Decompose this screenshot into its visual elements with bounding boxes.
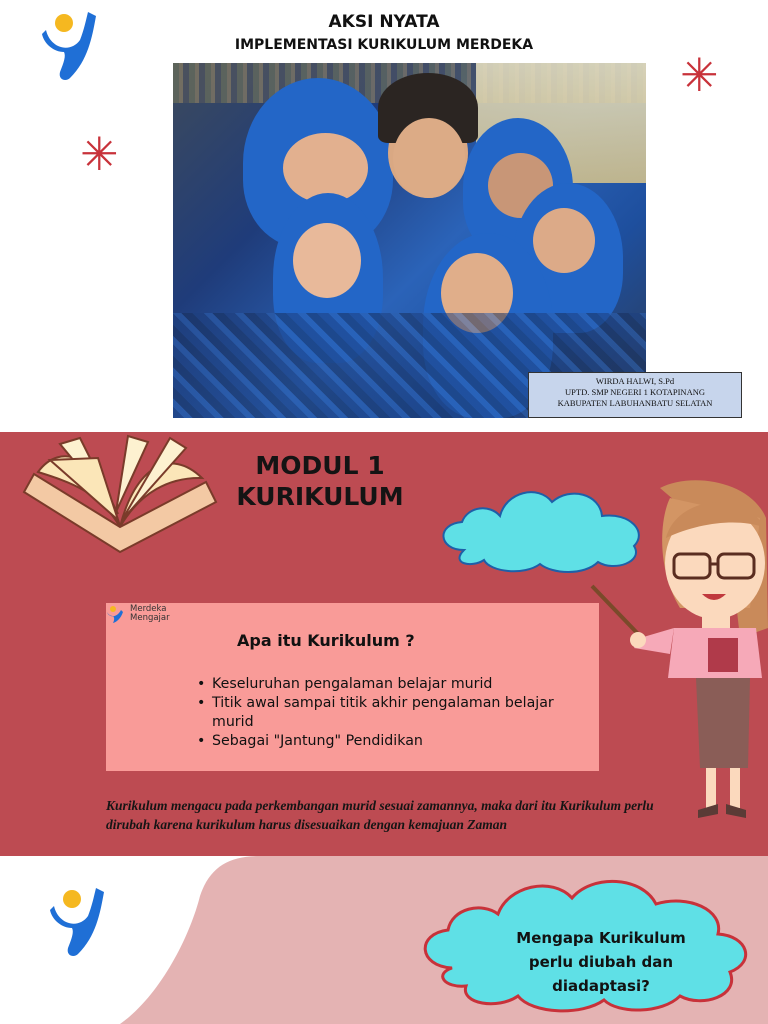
curriculum-description: Kurikulum mengacu pada perkembangan murid sesuai zamannya, maka dari itu Kurikulum perlu dirubah karena kurikulum harus disesuaikan dengan kemajuan Zaman [106,798,654,832]
slide-brand [130,605,170,623]
caption-name: WIRDA HALWI, S.Pd [595,376,675,386]
group-photo [173,63,646,418]
teacher-illustration-icon [590,478,768,830]
module-title-line2: KURIKULUM [236,482,404,511]
red-star-right-icon: ✳ [680,48,719,102]
question-text [498,926,704,998]
question-line1: Mengapa Kurikulum [516,929,686,947]
red-star-left-icon: ✳ [80,127,119,181]
caption-school: UPTD. SMP NEGERI 1 KOTAPINANG [565,387,705,397]
slide-bullet-list [195,675,595,751]
page-title: AKSI NYATA [328,12,440,32]
brand-line2: Mengajar [130,613,170,623]
merdeka-logo-bottom-icon [48,884,106,958]
module-title-line1: MODUL 1 [255,451,385,480]
merdeka-mengajar-logo-icon [105,604,125,624]
question-line3: diadaptasi? [552,977,650,995]
bullet-item: • Keseluruhan pengalaman belajar murid [195,675,595,694]
page-subtitle: IMPLEMENTASI KURIKULUM MERDEKA [234,37,534,53]
open-book-icon [20,432,220,582]
module-title [200,450,440,512]
question-line2: perlu diubah dan [528,953,674,971]
bullet-item: • Sebagai "Jantung" Pendidikan [195,732,595,751]
caption-district: KABUPATEN LABUHANBATU SELATAN [557,398,713,408]
brand-line1: Merdeka [130,604,167,614]
bullet-item: • Titik awal sampai titik akhir pengalaman belajar murid [195,694,595,732]
slide-title: Apa itu Kurikulum ? [237,631,415,650]
photo-caption-card [528,372,742,418]
